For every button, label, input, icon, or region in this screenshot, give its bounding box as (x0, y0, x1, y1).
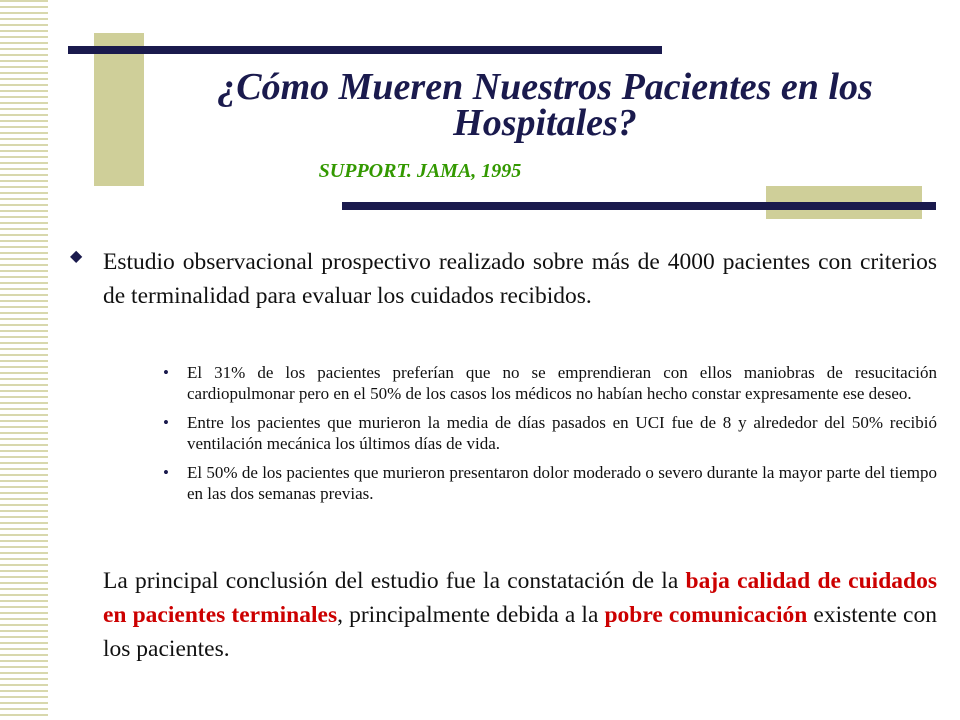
decorative-rule-bottom (342, 202, 936, 210)
conclusion-paragraph (103, 564, 937, 666)
decorative-rule-top (68, 46, 662, 54)
main-bullet-text: Estudio observacional prospectivo realizado sobre más de 4000 pacientes con criterios de terminalidad para evaluar los cuidados recibidos. (103, 249, 937, 309)
sub-bullet-list (163, 362, 937, 512)
sub-bullet-text: El 31% de los pacientes preferían que no se emprendieran con ellos maniobras de resucitación cardiopulmonar pero en el 50% de los casos los médicos no habían hecho constar expresamente ese deseo. (187, 363, 937, 403)
slide-title: ¿Cómo Mueren Nuestros Pacientes en los Hospitales? (217, 66, 873, 144)
conclusion-text-part3: existente con los pacientes. (103, 602, 937, 662)
sub-bullet-text: El 50% de los pacientes que murieron presentaron dolor moderado o severo durante la mayor parte del tiempo en las dos semanas previas. (187, 463, 937, 503)
slide-subtitle: SUPPORT. JAMA, 1995 (318, 160, 522, 182)
sub-bullet-item (163, 412, 937, 454)
sub-bullet-text: Entre los pacientes que murieron la media de días pasados en UCI fue de 8 y alrededor del 50% recibió ventilación mecánica los últimos días de vida. (187, 413, 937, 453)
conclusion-highlight-quality: baja calidad de cuidados en pacientes terminales (103, 568, 937, 628)
sub-bullet-item (163, 362, 937, 404)
bullet-dot-icon: • (163, 413, 169, 432)
conclusion-text-part2: , principalmente debida a la (337, 602, 605, 628)
sub-bullet-item (163, 462, 937, 504)
bullet-dot-icon: • (163, 363, 169, 382)
bullet-dot-icon: • (163, 463, 169, 482)
decorative-block-left (94, 33, 144, 186)
conclusion-highlight-communication: pobre comunicación (604, 602, 808, 628)
decorative-left-stripes (0, 0, 48, 720)
diamond-bullet-icon: ◆ (70, 248, 83, 265)
conclusion-text-part1: La principal conclusión del estudio fue la constatación de la (103, 568, 686, 594)
